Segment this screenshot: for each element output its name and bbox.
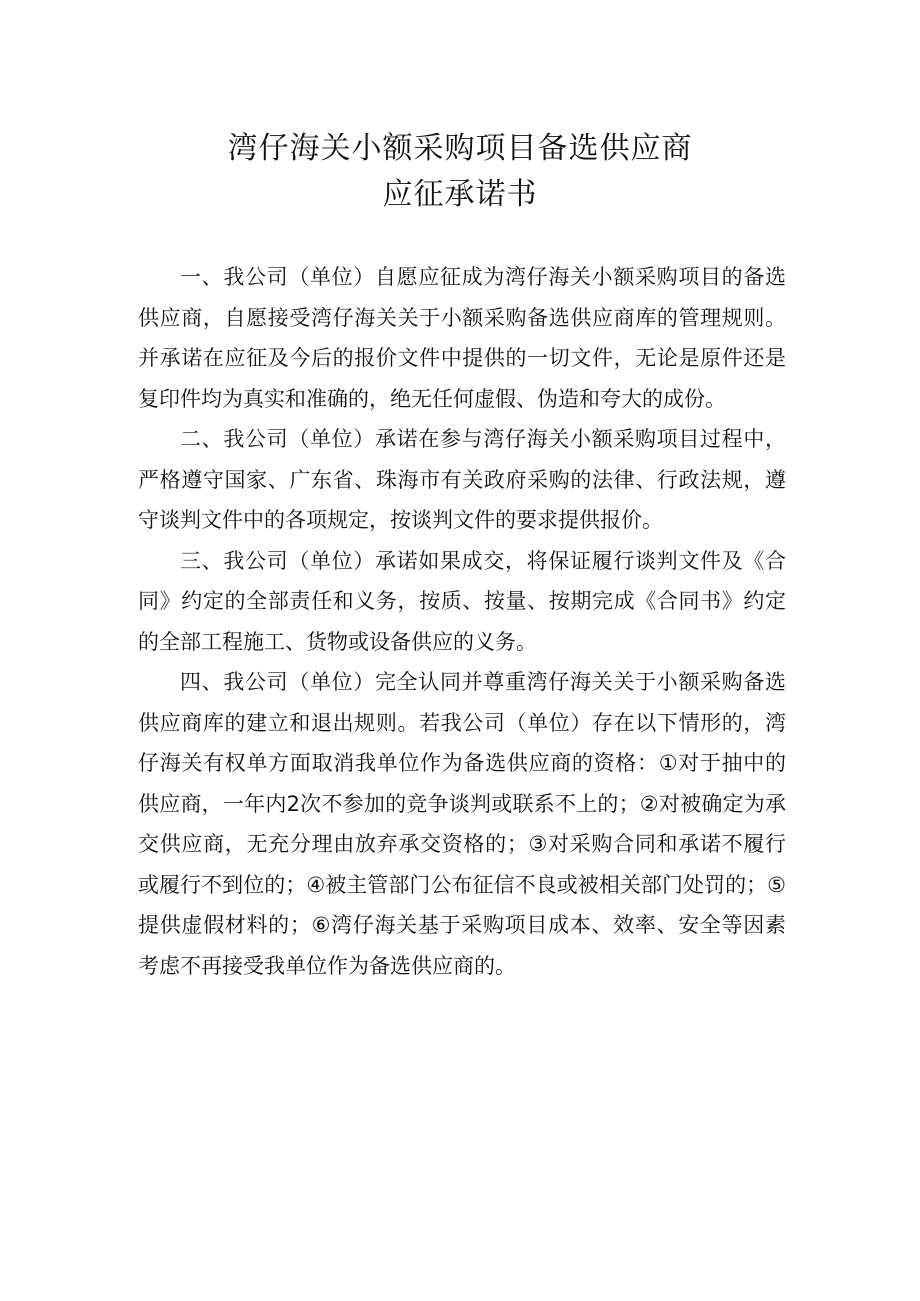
- title-line-2: 应征承诺书: [382, 177, 538, 212]
- paragraph-2: 二、我公司（单位）承诺在参与湾仔海关小额采购项目过程中，严格遵守国家、广东省、珠海市有关政府采购的法律、行政法规，遵守谈判文件中的各项规定，按谈判文件的要求提供报价。: [138, 427, 786, 532]
- title-line-1: 湾仔海关小额采购项目备选供应商: [227, 131, 693, 166]
- paragraph-3: 三、我公司（单位）承诺如果成交，将保证履行谈判文件及《合同》约定的全部责任和义务，按质、按量、按期完成《合同书》约定的全部工程施工、货物或设备供应的义务。: [138, 548, 786, 654]
- paragraph-4: 四、我公司（单位）完全认同并尊重湾仔海关关于小额采购备选供应商库的建立和退出规则。若我公司（单位）存在以下情形的，湾仔海关有权单方面取消我单位作为备选供应商的资格：①对于抽中的供应商，一年内2次不参加的竞争谈判或联系不上的；②对被确定为承交供应商，无充分理由放弃承交资格的；③对采购合同和承诺不履行或履行不到位的；④被主管部门公布征信不良或被相关部门处罚的；⑤提供虚假材料的；⑥湾仔海关基于采购项目成本、效率、安全等因素考虑不再接受我单位作为备选供应商的。: [138, 670, 786, 978]
- paragraph-1: 一、我公司（单位）自愿应征成为湾仔海关小额采购项目的备选供应商，自愿接受湾仔海关关于小额采购备选供应商库的管理规则。并承诺在应征及今后的报价文件中提供的一切文件，无论是原件还是复印件均为真实和准确的，绝无任何虚假、伪造和夸大的成份。: [138, 265, 786, 411]
- document-body: [138, 257, 786, 986]
- document-title: [0, 126, 920, 218]
